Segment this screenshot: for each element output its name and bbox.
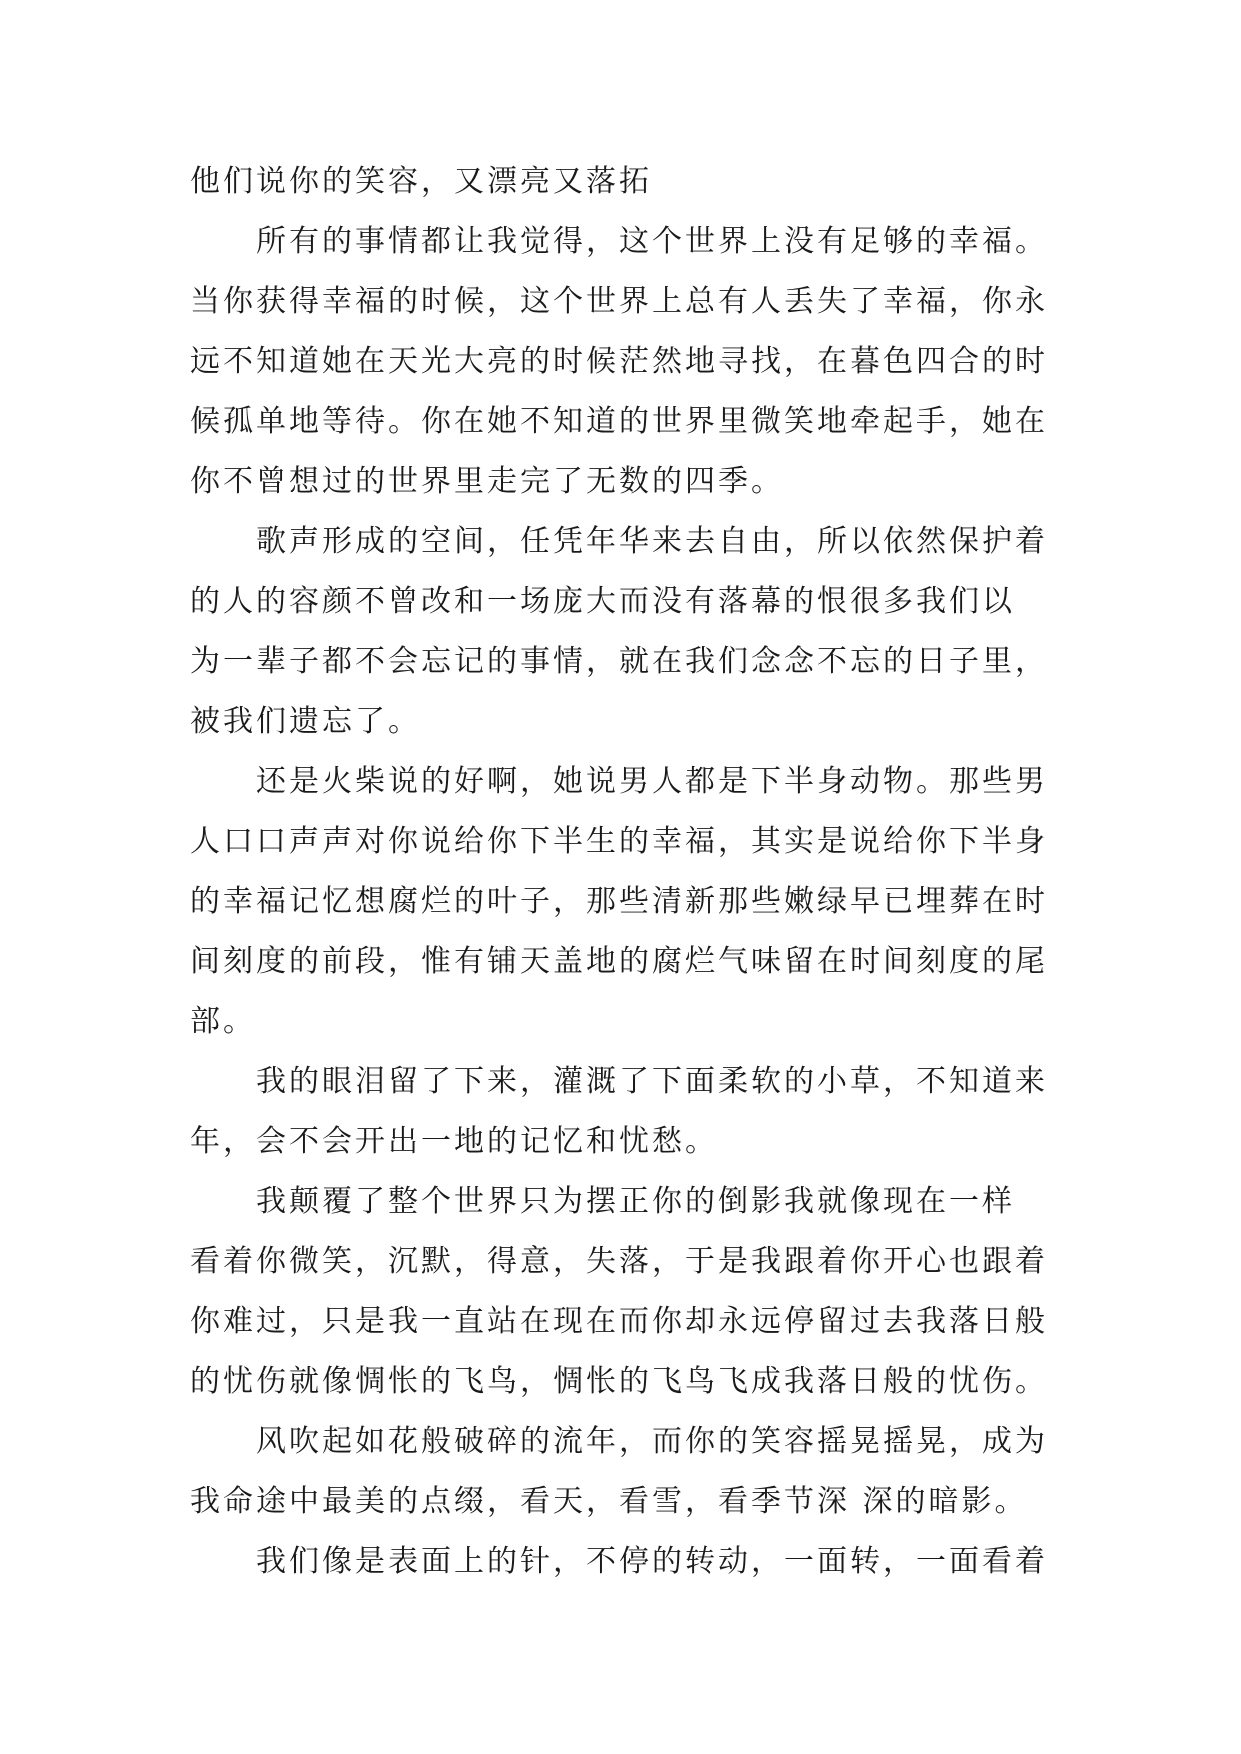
text-line: 歌声形成的空间，任凭年华来去自由，所以依然保护着 [190, 524, 1048, 559]
text-line: 部。 [190, 1004, 256, 1039]
text-line: 所有的事情都让我觉得，这个世界上没有足够的幸福。 [190, 224, 1048, 259]
text-line: 你不曾想过的世界里走完了无数的四季。 [190, 464, 784, 499]
text-line: 看着你微笑，沉默，得意，失落，于是我跟着你开心也跟着 [190, 1244, 1048, 1279]
text-line: 你难过，只是我一直站在现在而你却永远停留过去我落日般 [190, 1304, 1048, 1339]
text-line: 人口口声声对你说给你下半生的幸福，其实是说给你下半身 [190, 824, 1048, 859]
text-line: 候孤单地等待。你在她不知道的世界里微笑地牵起手，她在 [190, 404, 1048, 439]
text-line: 我们像是表面上的针，不停的转动，一面转，一面看着 [190, 1544, 1048, 1579]
text-line: 远不知道她在天光大亮的时候茫然地寻找，在暮色四合的时 [190, 344, 1048, 379]
text-line: 的忧伤就像惆怅的飞鸟，惆怅的飞鸟飞成我落日般的忧伤。 [190, 1364, 1048, 1399]
text-line: 的幸福记忆想腐烂的叶子，那些清新那些嫩绿早已埋葬在时 [190, 884, 1048, 919]
document-body [190, 152, 1050, 1592]
text-line: 的人的容颜不曾改和一场庞大而没有落幕的恨很多我们以 [190, 584, 1015, 619]
text-line: 他们说你的笑容，又漂亮又落拓 [190, 164, 652, 199]
text-line: 当你获得幸福的时候，这个世界上总有人丢失了幸福，你永 [190, 284, 1048, 319]
text-line: 间刻度的前段，惟有铺天盖地的腐烂气味留在时间刻度的尾 [190, 944, 1048, 979]
text-line: 我颠覆了整个世界只为摆正你的倒影我就像现在一样 [190, 1184, 1015, 1219]
text-line: 风吹起如花般破碎的流年，而你的笑容摇晃摇晃，成为 [190, 1424, 1048, 1459]
text-line: 被我们遗忘了。 [190, 704, 421, 739]
text-line: 我的眼泪留了下来，灌溉了下面柔软的小草，不知道来 [190, 1064, 1048, 1099]
text-line: 还是火柴说的好啊，她说男人都是下半身动物。那些男 [190, 764, 1048, 799]
text-line: 我命途中最美的点缀，看天，看雪，看季节深 深的暗影。 [190, 1484, 1028, 1519]
text-line: 年，会不会开出一地的记忆和忧愁。 [190, 1124, 718, 1159]
text-line: 为一辈子都不会忘记的事情，就在我们念念不忘的日子里， [190, 644, 1048, 679]
